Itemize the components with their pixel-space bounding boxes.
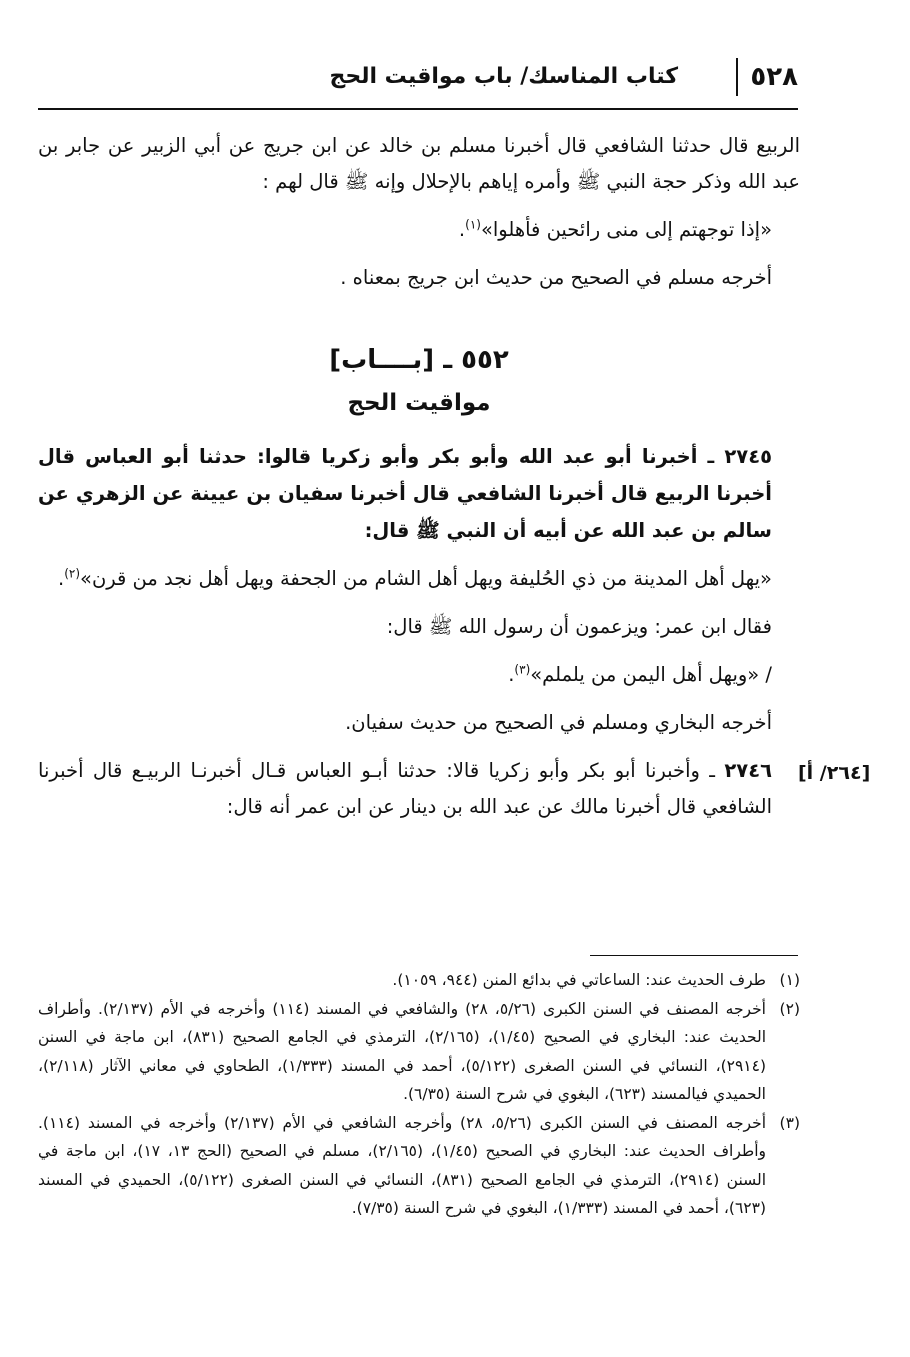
footnote-1 bbox=[38, 966, 800, 995]
ibn-umar-line: فقال ابن عمر: ويزعمون أن رسول الله ﷺ قال: bbox=[386, 615, 772, 638]
footnote-ref: (٢) bbox=[64, 566, 81, 581]
footnote-separator bbox=[590, 955, 798, 956]
running-title: كتاب المناسك/ باب مواقيت الحج bbox=[329, 64, 678, 89]
hadith-2746 bbox=[38, 753, 800, 825]
footnote-ref: (٣) bbox=[514, 662, 531, 677]
quote-text: «يهل أهل المدينة من ذي الحُليفة ويهل أهل الشام من الجحفة ويهل أهل نجد من قرن» bbox=[80, 567, 772, 590]
hadith-2745 bbox=[38, 438, 800, 549]
quote-end: . bbox=[458, 218, 466, 241]
footnote-3 bbox=[38, 1109, 800, 1223]
footnote-text: أخرجه المصنف في السنن الكبرى (٥/٢٦، ٢٨) والشافعي في المسند (١١٤) وأخرجه في الأم (٢/١٣٧). وأطراف الحديث عند: البخاري في الصحيح (١/٤٥)، (٢/١٦٥)، الترمذي في الجامع الصحيح (٨٣١)، ابن ماجة في السنن (٢٩١٤)، النسائي في السنن الصغرى (٥/١٢٢)، أحمد في المسند (١/٣٣٣)، الطحاوي في معاني الآثار (٢/١١٨)، الحميدي فيالمسند (٦٢٣)، البغوي في شرح السنة (٦/٣٥). bbox=[38, 999, 767, 1103]
quote-text: «إذا توجهتم إلى منى رائحين فأهلوا» bbox=[480, 218, 772, 241]
page-number: ٥٢٨ bbox=[736, 58, 798, 96]
takhrij-line: أخرجه البخاري ومسلم في الصحيح من حديث سفيان. bbox=[345, 711, 772, 734]
footnote-number: (٢) bbox=[779, 999, 800, 1018]
hadith-quote bbox=[38, 212, 800, 248]
footnote-2 bbox=[38, 995, 800, 1109]
main-text bbox=[38, 128, 800, 825]
takhrij-line: أخرجه مسلم في الصحيح من حديث ابن جريج بمعناه . bbox=[340, 266, 772, 289]
paragraph-isnad: الربيع قال حدثنا الشافعي قال أخبرنا مسلم بن خالد عن ابن جريج عن أبي الزبير عن جابر بن عبد الله وذكر حجة النبي ﷺ وأمره إياهم بالإحلال وإنه ﷺ قال لهم : bbox=[38, 134, 800, 193]
manuscript-folio-note: [٢٦٤/ أ] bbox=[798, 762, 871, 784]
footnote-number: (١) bbox=[779, 971, 800, 989]
page-header bbox=[38, 52, 798, 110]
quote-end: . bbox=[508, 663, 515, 686]
footnote-number: (٣) bbox=[779, 1113, 800, 1132]
hadith-quote bbox=[38, 561, 800, 597]
quote-end: . bbox=[58, 567, 65, 590]
chapter-heading: ٥٥٢ ـ [بــــاب] bbox=[329, 345, 509, 375]
hadith-number: ٢٧٤٥ bbox=[724, 445, 772, 468]
quote-text: «ويهل أهل اليمن من يلملم» bbox=[530, 663, 760, 686]
footnote-text: أخرجه المصنف في السنن الكبرى (٥/٢٦، ٢٨) وأخرجه الشافعي في الأم (٢/١٣٧) وأخرجه في المسند (١١٤). وأطراف الحديث عند: البخاري في الصحيح (١/٤٥)، (٢/١٦٥)، مسلم في الصحيح (الحج ١٣، ١٧)، ابن ماجة في السنن (٢٩١٤)، الترمذي في الجامع الصحيح (٨٣١)، النسائي في السنن الصغرى (٥/١٢٢)، الحميدي في المسند (٦٢٣)، أحمد في المسند (١/٣٣٣)، البغوي في شرح السنة (٧/٣٥). bbox=[38, 1113, 767, 1217]
hadith-number: ٢٧٤٦ bbox=[724, 759, 772, 782]
hadith-quote bbox=[38, 657, 800, 693]
footnotes bbox=[38, 966, 800, 1223]
footnote-ref: (١) bbox=[465, 217, 481, 232]
hadith-isnad: ـ أخبرنا أبو عبد الله وأبو بكر وأبو زكريا قالوا: حدثنا أبو العباس قال أخبرنا الربيع قال أخبرنا الشافعي قال أخبرنا سفيان بن عيينة عن الزهري عن سالم بن عبد الله عن أبيه أن النبي ﷺ قال: bbox=[38, 445, 772, 542]
footnote-text: طرف الحديث عند: الساعاتي في بدائع المنن (٩٤٤، ١٠٥٩). bbox=[392, 971, 766, 989]
hadith-isnad: ـ وأخبرنا أبو بكر وأبو زكريا قالا: حدثنا أبـو العباس قـال أخبرنـا الربيـع قال أخبرنا الشافعي قال أخبرنا مالك عن عبد الله بن دينار عن ابن عمر أنه قال: bbox=[38, 759, 772, 818]
folio-slash: / bbox=[759, 663, 772, 686]
chapter-title: مواقيت الحج bbox=[347, 390, 491, 416]
